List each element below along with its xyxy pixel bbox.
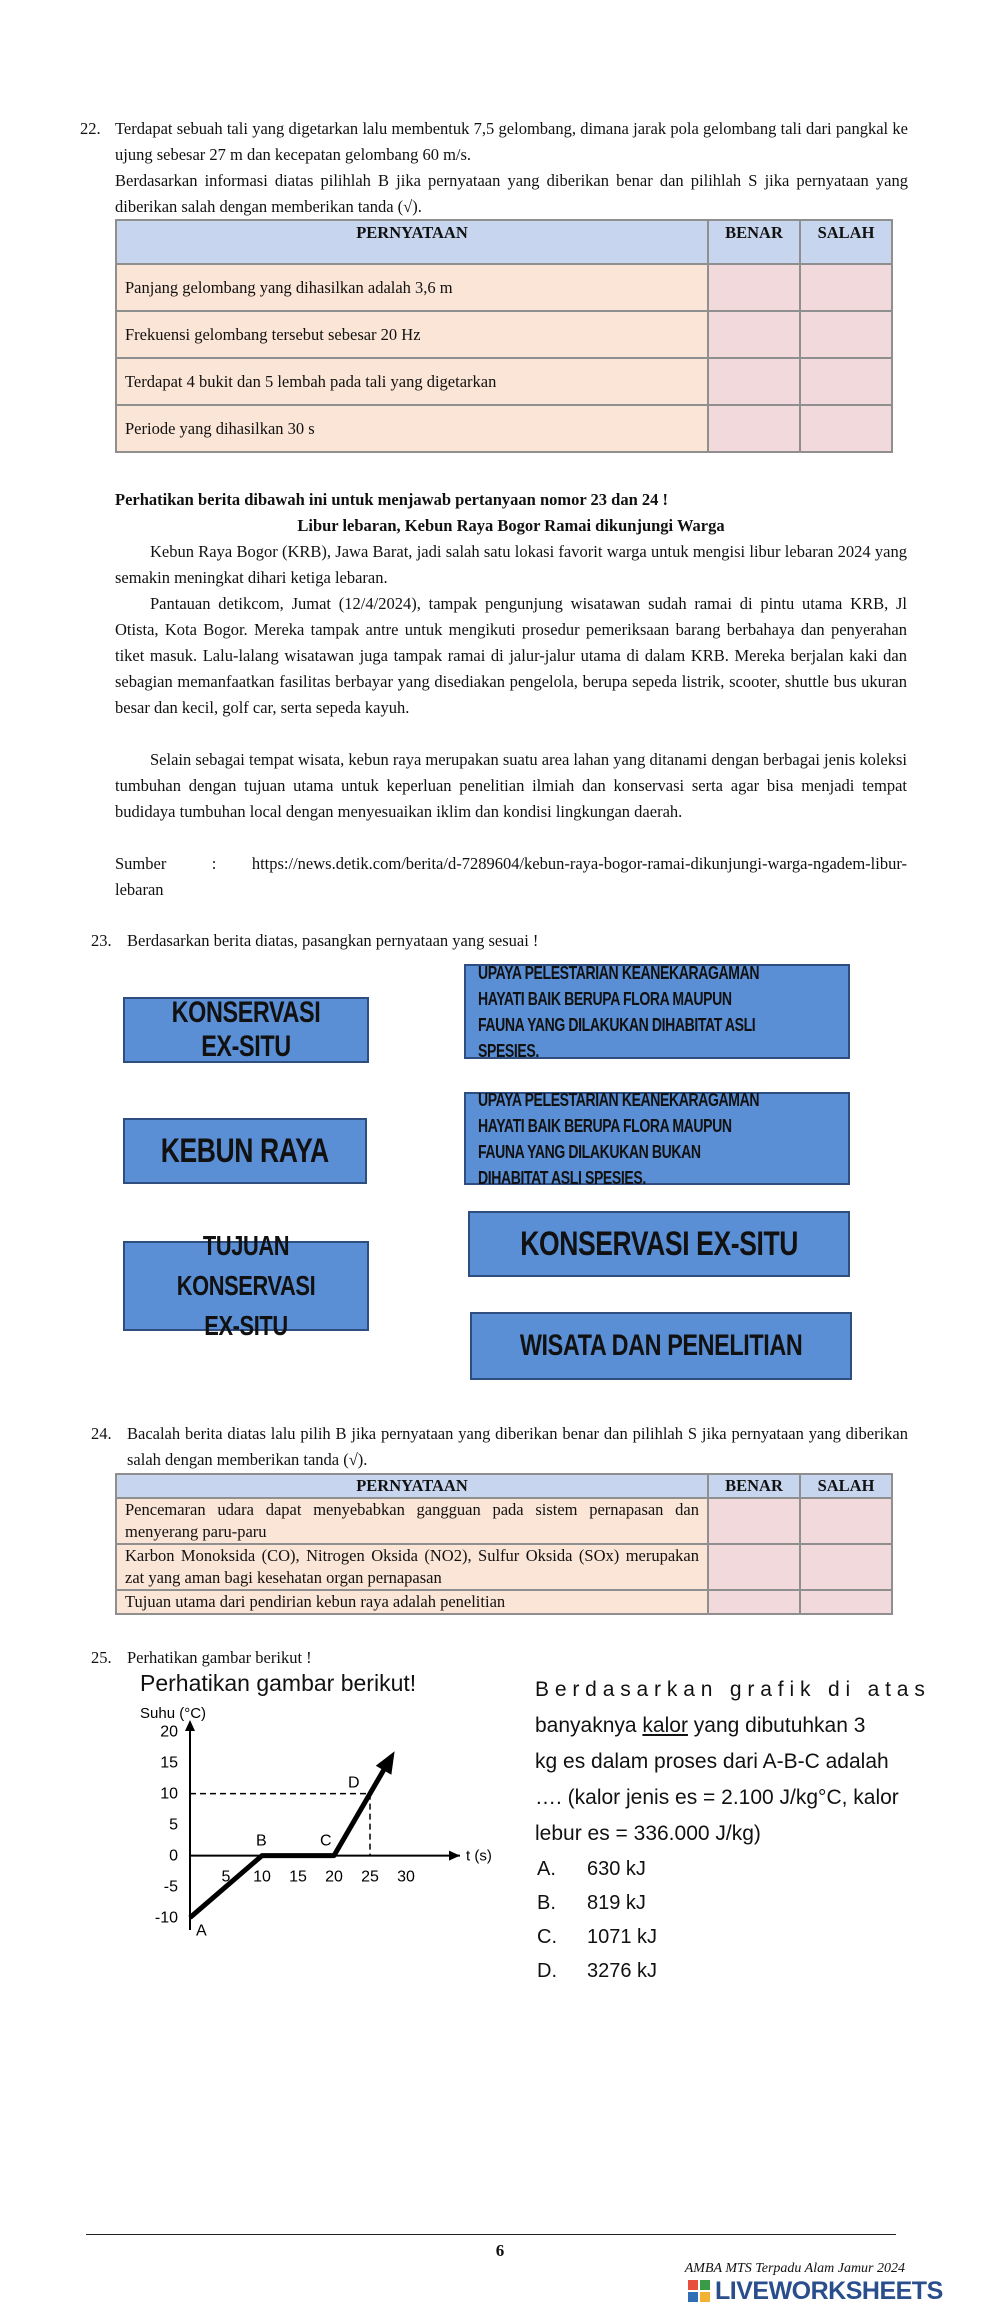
- option-b[interactable]: [537, 1886, 657, 1920]
- x-axis-arrow: [449, 1851, 460, 1861]
- option-letter: C.: [537, 1926, 557, 1948]
- option-text: 3276 kJ: [587, 1960, 658, 1982]
- logo-text: LIVEWORKSHEETS: [715, 2276, 943, 2305]
- salah-checkbox[interactable]: [800, 1590, 892, 1614]
- question-line: kg es dalam proses dari A-B-C adalah: [535, 1750, 889, 1773]
- benar-checkbox[interactable]: [708, 311, 800, 358]
- logo-square: [700, 2292, 710, 2302]
- salah-checkbox[interactable]: [800, 405, 892, 452]
- statement-cell: Frekuensi gelombang tersebut sebesar 20 Hz: [116, 311, 708, 358]
- news-source: [115, 851, 907, 903]
- question-24: [91, 1421, 908, 1473]
- match-label: TUJUAN KONSERVASI EX-SITU: [176, 1230, 316, 1341]
- option-letter: B.: [537, 1892, 556, 1914]
- benar-checkbox[interactable]: [708, 264, 800, 311]
- underlined-word: kalor: [642, 1714, 688, 1737]
- match-right-in-situ-definition[interactable]: [464, 964, 850, 1059]
- option-letter: D.: [537, 1960, 557, 1982]
- y-axis-label: Suhu (°C): [140, 1705, 207, 1722]
- chart-question: [535, 1672, 975, 1852]
- point-label-a: A: [196, 1922, 207, 1940]
- y-tick-label: 0: [169, 1847, 178, 1865]
- salah-checkbox[interactable]: [800, 1498, 892, 1544]
- option-text: 630 kJ: [587, 1858, 646, 1880]
- question-text: Bacalah berita diatas lalu pilih B jika pernyataan yang diberikan benar dan pilihlah S jika pernyataan yang diberikan salah dengan memberikan tanda (√).: [127, 1424, 908, 1469]
- y-tick-label: 15: [160, 1754, 178, 1772]
- point-label-d: D: [348, 1774, 360, 1792]
- footer-school: AMBA MTS Terpadu Alam Jamur 2024: [684, 2261, 905, 2276]
- x-tick-label: 10: [253, 1868, 271, 1886]
- question-25: [91, 1645, 919, 1671]
- salah-checkbox[interactable]: [800, 358, 892, 405]
- statement-table-22: [115, 219, 893, 453]
- benar-checkbox[interactable]: [708, 1498, 800, 1544]
- y-tick-label: 5: [169, 1816, 178, 1834]
- statement-cell: Karbon Monoksida (CO), Nitrogen Oksida (NO2), Sulfur Oksida (SOx) merupakan zat yang aman bagi kesehatan organ pernapasan: [116, 1544, 708, 1590]
- header-pernyataan: PERNYATAAN: [116, 1474, 708, 1498]
- temperature-chart: [130, 1700, 510, 1970]
- question-number: 23.: [91, 931, 112, 950]
- series-line: [190, 1756, 392, 1917]
- option-c[interactable]: [537, 1920, 657, 1954]
- match-label: KEBUN RAYA: [160, 1131, 330, 1170]
- question-fragment: banyaknya: [535, 1714, 643, 1737]
- statement-cell: Periode yang dihasilkan 30 s: [116, 405, 708, 452]
- question-line: B e r d a s a r k a n g r a f i k d i a t a s: [535, 1678, 925, 1701]
- question-number: 25.: [91, 1648, 112, 1667]
- news-title: Libur lebaran, Kebun Raya Bogor Ramai dikunjungi Warga: [297, 516, 725, 535]
- logo-square: [688, 2292, 698, 2302]
- header-benar: BENAR: [708, 220, 800, 264]
- statement-cell: Terdapat 4 bukit dan 5 lembah pada tali yang digetarkan: [116, 358, 708, 405]
- x-tick-label: 5: [221, 1868, 231, 1886]
- question-23: [91, 928, 919, 954]
- logo-square: [688, 2280, 698, 2290]
- logo-square: [700, 2280, 710, 2290]
- x-tick-label: 20: [325, 1868, 343, 1886]
- header-salah: SALAH: [800, 220, 892, 264]
- header-benar: BENAR: [708, 1474, 800, 1498]
- question-line: lebur es = 336.000 J/kg): [535, 1822, 761, 1845]
- page-number: 6: [495, 2241, 505, 2260]
- question-line: [535, 1708, 975, 1744]
- question-text: Perhatikan gambar berikut !: [127, 1648, 312, 1667]
- logo-icon: [688, 2280, 710, 2302]
- match-right-ex-situ-definition[interactable]: [464, 1089, 850, 1188]
- x-tick-label: 25: [361, 1868, 379, 1886]
- benar-checkbox[interactable]: [708, 1544, 800, 1590]
- point-label-c: C: [320, 1832, 332, 1850]
- question-22: [80, 116, 908, 220]
- header-pernyataan: PERNYATAAN: [116, 220, 708, 264]
- benar-checkbox[interactable]: [708, 358, 800, 405]
- salah-checkbox[interactable]: [800, 264, 892, 311]
- source-separator: :: [211, 854, 217, 873]
- statement-cell: Pencemaran udara dapat menyebabkan gangguan pada sistem pernapasan dan menyerang paru-paru: [116, 1498, 708, 1544]
- x-tick-label: 30: [397, 1868, 415, 1886]
- question-number: 24.: [91, 1424, 112, 1443]
- news-paragraph: Kebun Raya Bogor (KRB), Jawa Barat, jadi salah satu lokasi favorit warga untuk mengisi libur lebaran 2024 yang semakin meningkat dihari ketiga lebaran.: [115, 542, 907, 587]
- match-left-konservasi-ex-situ[interactable]: [123, 997, 369, 1063]
- statement-cell: Tujuan utama dari pendirian kebun raya adalah penelitian: [116, 1590, 708, 1614]
- header-salah: SALAH: [800, 1474, 892, 1498]
- benar-checkbox[interactable]: [708, 405, 800, 452]
- match-left-kebun-raya[interactable]: [123, 1118, 367, 1184]
- match-label: KONSERVASI EX-SITU: [171, 996, 321, 1063]
- option-a[interactable]: [537, 1852, 657, 1886]
- match-label: UPAYA PELESTARIAN KEANEKARAGAMAN HAYATI BAIK BERUPA FLORA MAUPUN FAUNA YANG DILAKUKAN BUKAN DIHABITAT ASLI SPESIES.: [478, 1089, 760, 1188]
- option-text: 819 kJ: [587, 1892, 646, 1914]
- statement-cell: Panjang gelombang yang dihasilkan adalah 3,6 m: [116, 264, 708, 311]
- match-left-tujuan-konservasi[interactable]: [123, 1230, 369, 1341]
- point-label-b: B: [256, 1832, 267, 1850]
- match-right-konservasi-ex-situ[interactable]: [468, 1211, 850, 1277]
- match-right-wisata-penelitian[interactable]: [470, 1312, 852, 1380]
- statement-table-24: [115, 1473, 893, 1615]
- match-label: WISATA DAN PENELITIAN: [519, 1329, 803, 1362]
- question-line: …. (kalor jenis es = 2.100 J/kg°C, kalor: [535, 1786, 899, 1809]
- question-text: Terdapat sebuah tali yang digetarkan lalu membentuk 7,5 gelombang, dimana jarak pola gelombang tali dari pangkal ke ujung sebesar 27 m dan kecepatan gelombang 60 m/s.: [115, 119, 908, 164]
- footer-rule: [86, 2234, 896, 2235]
- question-fragment: yang dibutuhkan 3: [687, 1714, 866, 1737]
- answer-options: [537, 1852, 657, 1988]
- y-tick-label: -5: [163, 1878, 178, 1896]
- figure-title: Perhatikan gambar berikut!: [140, 1670, 417, 1696]
- benar-checkbox[interactable]: [708, 1590, 800, 1614]
- option-d[interactable]: [537, 1954, 657, 1988]
- question-number: 22.: [80, 119, 101, 138]
- news-paragraph: Pantauan detikcom, Jumat (12/4/2024), tampak pengunjung wisatawan sudah ramai di pintu utama KRB, Jl Otista, Kota Bogor. Mereka tampak antre untuk mengikuti prosedur pemeriksaan barang berbahaya dan penyerahan tiket masuk. Lalu-lalang wisatawan juga tampak ramai di jalur-jalur utama di dalam KRB. Mereka berjalan kaki dan sebagian memanfaatkan fasilitas berbayar yang disediakan pengelola, berupa sepeda listrik, scooter, shuttle bus ukuran besar dan kecil, golf car, serta sepeda kayuh.: [115, 594, 907, 717]
- y-tick-label: -10: [154, 1909, 178, 1927]
- y-tick-label: 10: [160, 1785, 178, 1803]
- x-tick-label: 15: [289, 1868, 307, 1886]
- news-paragraph: Selain sebagai tempat wisata, kebun raya merupakan suatu area lahan yang ditanami dengan berbagai jenis koleksi tumbuhan dengan tujuan utama untuk keperluan penelitian ilmiah dan konservasi serta agar bisa menjadi tempat budidaya tumbuhan local dengan menyesuaikan iklim dan kondisi lingkungan daerah.: [115, 750, 907, 821]
- salah-checkbox[interactable]: [800, 311, 892, 358]
- source-url: https://news.detik.com/berita/d-7289604/kebun-raya-bogor-ramai-dikunjungi-warga-ngadem-libur-lebaran: [115, 854, 907, 899]
- instruction-text: Berdasarkan informasi diatas pilihlah B jika pernyataan yang diberikan benar dan pilihlah S jika pernyataan yang diberikan salah dengan memberikan tanda (√).: [115, 171, 908, 216]
- source-label: Sumber: [115, 854, 167, 873]
- liveworksheets-logo: [688, 2276, 943, 2306]
- question-text: Berdasarkan berita diatas, pasangkan pernyataan yang sesuai !: [127, 931, 539, 950]
- y-tick-label: 20: [160, 1723, 178, 1741]
- option-text: 1071 kJ: [587, 1926, 658, 1948]
- news-intro: Perhatikan berita dibawah ini untuk menjawab pertanyaan nomor 23 dan 24 !: [115, 490, 668, 509]
- match-label: KONSERVASI EX-SITU: [520, 1224, 798, 1263]
- match-label: UPAYA PELESTARIAN KEANEKARAGAMAN HAYATI BAIK BERUPA FLORA MAUPUN FAUNA YANG DILAKUKAN DIHABITAT ASLI SPESIES.: [478, 962, 760, 1061]
- salah-checkbox[interactable]: [800, 1544, 892, 1590]
- x-axis-label: t (s): [466, 1847, 492, 1865]
- option-letter: A.: [537, 1858, 556, 1880]
